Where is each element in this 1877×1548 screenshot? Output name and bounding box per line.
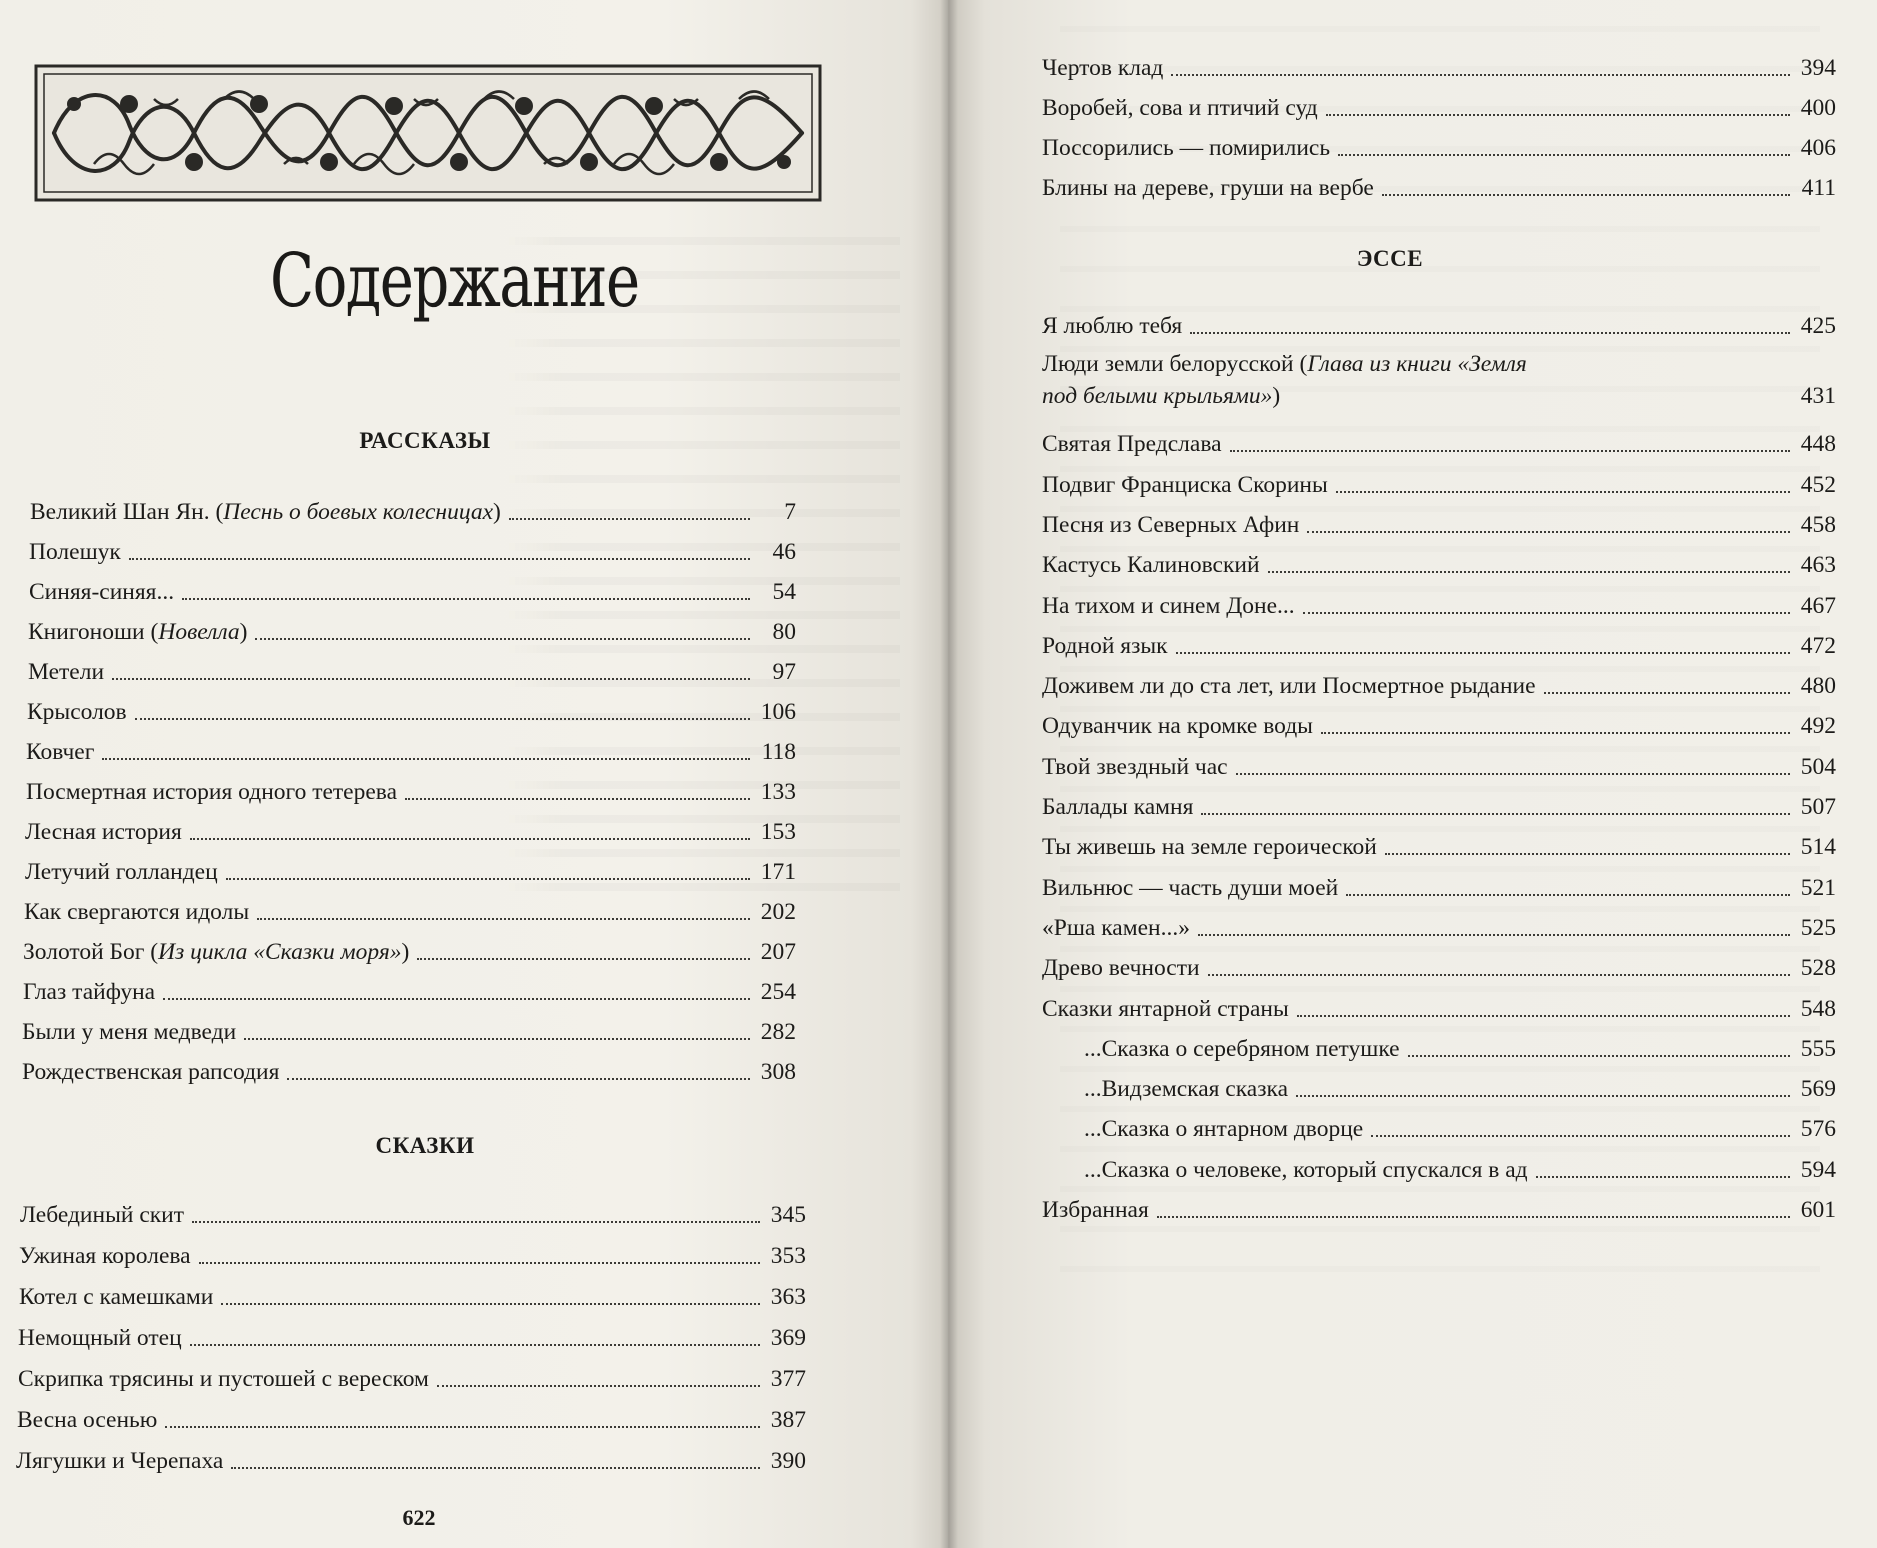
toc-entry-page: 504 — [1800, 753, 1836, 780]
toc-entry-title-text: Родной язык — [1042, 632, 1168, 659]
toc-entry-page: 555 — [1800, 1035, 1836, 1062]
dot-leader — [1371, 1135, 1790, 1137]
dot-leader — [231, 1467, 760, 1469]
dot-leader — [190, 1344, 760, 1346]
toc-entry-title-text: Подвиг Франциска Скорины — [1042, 471, 1328, 498]
toc-entry-title — [1084, 1075, 1288, 1103]
dot-leader — [182, 598, 750, 600]
dot-leader — [405, 798, 750, 800]
toc-entry — [1084, 1031, 1836, 1063]
dot-leader — [1382, 194, 1790, 196]
dot-leader — [1230, 450, 1790, 452]
dot-leader — [1198, 934, 1790, 936]
toc-entry-paren: ) — [239, 619, 248, 645]
dot-leader — [1176, 652, 1790, 654]
dot-leader — [1385, 853, 1790, 855]
toc-entry-paren: ) — [1272, 383, 1281, 410]
toc-entry-title-text: Как свергаются идолы — [24, 899, 250, 925]
toc-entry-title — [29, 538, 121, 566]
toc-entry-title — [1042, 632, 1168, 660]
toc-entry-title — [20, 1201, 184, 1229]
toc-entry — [1042, 708, 1836, 740]
dot-leader — [1268, 571, 1790, 573]
toc-entry — [1042, 467, 1836, 499]
toc-entry-title-text: Одуванчик на кромке воды — [1042, 713, 1313, 740]
toc-entry-title — [28, 618, 247, 646]
dot-leader — [1236, 773, 1790, 775]
toc-entry — [29, 534, 796, 566]
toc-entry-title-text: Лесная история — [25, 819, 182, 845]
toc-entry-title — [1042, 753, 1228, 781]
toc-entry — [1042, 1192, 1836, 1224]
toc-entry-title-text: Ты живешь на земле героической — [1042, 834, 1377, 861]
toc-entry-title-text: Крысолов — [27, 699, 127, 725]
toc-entry-title — [1042, 511, 1299, 539]
dot-leader — [1157, 1216, 1790, 1218]
toc-entry-page: 514 — [1800, 834, 1836, 861]
toc-entry — [1042, 348, 1836, 412]
dot-leader — [1336, 491, 1790, 493]
toc-entry-title — [29, 578, 174, 606]
page-number: 622 — [402, 1505, 436, 1530]
toc-entry-paren: ) — [493, 499, 501, 525]
toc-entry-line — [1042, 380, 1836, 412]
toc-entry-title — [22, 1018, 236, 1046]
toc-entry-title-text: Древо вечности — [1042, 955, 1200, 982]
toc-entry-title-text: Блины на дереве, груши на вербе — [1042, 175, 1374, 201]
toc-entry — [28, 654, 796, 686]
toc-entry-subtitle-cont: под белыми крыльями» — [1042, 383, 1273, 410]
toc-entry-title — [1042, 833, 1377, 861]
section-heading-tales: СКАЗКИ — [375, 1133, 475, 1158]
toc-entry-title — [26, 738, 94, 766]
toc-entry-title — [24, 898, 249, 926]
dot-leader — [1297, 1015, 1790, 1017]
dot-leader — [1171, 74, 1790, 76]
toc-entry-title-text: Лягушки и Черепаха — [16, 1448, 224, 1474]
toc-entry-title — [1042, 94, 1318, 122]
toc-entry — [1042, 628, 1836, 660]
toc-entry-title-text: ...Сказка о серебряном петушке — [1084, 1035, 1400, 1062]
toc-entry-title-text: Чертов клад — [1042, 55, 1164, 81]
toc-entry-page: 353 — [770, 1243, 806, 1269]
toc-entry — [22, 1014, 796, 1046]
toc-entry-page: 80 — [772, 619, 796, 645]
dot-leader — [417, 958, 750, 960]
dot-leader — [1288, 402, 1795, 404]
toc-entry-page: 576 — [1800, 1116, 1836, 1143]
toc-entry-page: 387 — [770, 1407, 806, 1433]
dot-leader — [102, 758, 750, 760]
toc-entry-page: 521 — [1800, 874, 1836, 901]
toc-entry — [1042, 308, 1836, 340]
toc-entry-title-text: Ужиная королева — [19, 1243, 191, 1269]
toc-entry-title-text: Баллады камня — [1042, 794, 1194, 820]
toc-entry-title — [22, 1058, 279, 1086]
toc-entry-title — [1084, 1035, 1400, 1063]
toc-entry-page: 308 — [760, 1059, 796, 1085]
dot-leader — [1208, 974, 1790, 976]
toc-entry-title-text: Святая Предслава — [1042, 431, 1222, 458]
toc-entry-page: 390 — [770, 1448, 806, 1474]
dot-leader — [1321, 732, 1790, 734]
toc-entry-title — [1042, 592, 1295, 620]
toc-entry — [25, 854, 796, 886]
toc-entry — [1042, 426, 1836, 458]
toc-entry-page: 369 — [770, 1325, 806, 1351]
toc-entry-page: 467 — [1800, 592, 1836, 619]
toc-entry-title-text: Летучий голландец — [25, 859, 218, 885]
toc-entry-page: 106 — [760, 699, 796, 725]
dot-leader — [1408, 1055, 1790, 1057]
toc-entry-page: 569 — [1800, 1076, 1836, 1103]
dot-leader — [1201, 813, 1790, 815]
toc-entry-title-text: Ковчег — [26, 739, 95, 765]
dot-leader — [1326, 114, 1790, 116]
toc-entry-title-text: Доживем ли до ста лет, или Посмертное рыдание — [1042, 673, 1536, 700]
toc-entry-page: 452 — [1800, 471, 1836, 498]
toc-entry-title-text: Я люблю тебя — [1042, 313, 1183, 339]
toc-entry — [1042, 547, 1836, 579]
dot-leader — [257, 918, 750, 920]
toc-entry-title-text: Котел с камешками — [19, 1284, 214, 1310]
toc-entry — [1042, 910, 1836, 942]
toc-entry-subtitle: Новелла — [158, 619, 240, 645]
dot-leader — [244, 1038, 750, 1040]
toc-entry — [1084, 1152, 1836, 1184]
toc-entry — [1042, 588, 1836, 620]
toc-entry-page: 480 — [1800, 673, 1836, 700]
toc-entry-title-text: Полешук — [29, 539, 121, 565]
toc-entry-page: 153 — [760, 819, 796, 845]
toc-entry-title-text: Золотой Бог ( — [23, 939, 159, 965]
toc-entry — [28, 614, 796, 646]
toc-entry-title — [28, 658, 104, 686]
toc-entry-title-text: Поссорились — помирились — [1042, 135, 1331, 161]
toc-entry-title-text: Скрипка трясины и пустошей с вереском — [18, 1366, 429, 1392]
toc-entry-page: 118 — [761, 739, 796, 765]
toc-entry-title-text: Избранная — [1042, 1197, 1149, 1223]
toc-entry-title-text: Синяя-синяя... — [29, 579, 175, 605]
toc-entry-title — [19, 1283, 213, 1311]
dot-leader — [190, 838, 750, 840]
toc-entry-page: 207 — [760, 939, 796, 965]
toc-entry-page: 601 — [1800, 1197, 1836, 1223]
toc-entry-title-text: ...Сказка о янтарном дворце — [1084, 1116, 1364, 1143]
toc-entry-title — [17, 1406, 157, 1434]
toc-entry-page: 525 — [1800, 914, 1836, 941]
dot-leader — [135, 718, 750, 720]
toc-entry-title — [1042, 874, 1338, 902]
toc-entry — [24, 894, 796, 926]
toc-entry-title — [23, 978, 155, 1006]
toc-entry-page: 377 — [770, 1366, 806, 1392]
dot-leader — [287, 1078, 750, 1080]
toc-entry-title — [1042, 174, 1374, 202]
dot-leader — [192, 1221, 760, 1223]
toc-entry — [27, 694, 796, 726]
toc-entry-page: 406 — [1800, 135, 1836, 161]
dot-leader — [221, 1303, 760, 1305]
dot-leader — [1307, 531, 1790, 533]
toc-entry-title — [1042, 134, 1330, 162]
toc-entry — [1042, 829, 1836, 861]
toc-entry-title — [1042, 54, 1163, 82]
toc-entry — [29, 574, 796, 606]
toc-entry-title — [1042, 471, 1328, 499]
toc-entry-page: 394 — [1800, 55, 1836, 81]
toc-entry-page: 97 — [772, 659, 796, 685]
toc-entry-title — [1042, 995, 1289, 1023]
toc-entry-page: 171 — [760, 859, 796, 885]
toc-entry-title — [1042, 914, 1190, 942]
toc-entry — [1042, 870, 1836, 902]
toc-entry — [20, 1197, 806, 1229]
toc-entry-page: 202 — [760, 899, 796, 925]
toc-entry-title — [18, 1365, 429, 1393]
toc-entry-title — [25, 818, 182, 846]
toc-entry-title-text: Вильнюс — часть души моей — [1042, 874, 1339, 901]
toc-entry-page: 54 — [772, 579, 796, 605]
toc-entry-title — [16, 1447, 223, 1475]
toc-entry-page: 411 — [1801, 175, 1836, 201]
toc-entry-page: 463 — [1800, 552, 1836, 579]
toc-entry-title-text: Рождественская рапсодия — [22, 1059, 280, 1085]
toc-entry-title-text: Лебединый скит — [20, 1202, 185, 1228]
toc-entry-page: 46 — [772, 539, 796, 565]
toc-entry-paren: ) — [401, 939, 410, 965]
toc-entry-page: 425 — [1800, 313, 1836, 339]
dot-leader — [165, 1426, 760, 1428]
section-heading-stories: РАССКАЗЫ — [359, 428, 491, 453]
toc-entry-title-text: Книгоноши ( — [28, 619, 159, 645]
toc-entry-subtitle: Песнь о боевых колесницах — [223, 499, 494, 525]
toc-entry-page: 594 — [1800, 1156, 1836, 1183]
toc-entry-title — [26, 778, 397, 806]
toc-entry-title-text: Метели — [28, 659, 105, 685]
toc-entry — [1042, 991, 1836, 1023]
toc-entry — [1042, 90, 1836, 122]
dot-leader — [1303, 612, 1790, 614]
toc-entry-page: 133 — [760, 779, 796, 805]
toc-entry-title — [25, 858, 218, 886]
toc-entry-title — [30, 498, 501, 526]
toc-entry — [1042, 50, 1836, 82]
toc-entry-title — [18, 1324, 182, 1352]
toc-entry — [1042, 507, 1836, 539]
toc-entry-page: 431 — [1800, 383, 1836, 410]
toc-entry — [16, 1443, 806, 1475]
toc-entry-page: 448 — [1800, 431, 1836, 458]
toc-entry — [23, 974, 796, 1006]
toc-entry-title — [23, 938, 409, 966]
toc-entry — [26, 734, 796, 766]
toc-entry-page: 492 — [1800, 713, 1836, 740]
toc-entry — [1042, 668, 1836, 700]
toc-entry-title-text: Глаз тайфуна — [23, 979, 156, 1005]
toc-entry-title — [1042, 551, 1260, 579]
dot-leader — [199, 1262, 760, 1264]
toc-entry — [18, 1361, 806, 1393]
toc-entry-title — [1042, 380, 1280, 412]
toc-entry-line — [1042, 348, 1836, 380]
toc-entry — [1084, 1071, 1836, 1103]
ornament-header-icon — [34, 64, 822, 202]
toc-entry-page: 458 — [1800, 511, 1836, 538]
toc-entry — [1042, 130, 1836, 162]
book-gutter — [940, 0, 958, 1548]
dot-leader — [226, 878, 750, 880]
toc-entry — [1042, 789, 1836, 821]
toc-entry — [23, 934, 796, 966]
dot-leader — [1338, 154, 1790, 156]
toc-entry — [1042, 170, 1836, 202]
dot-leader — [129, 558, 750, 560]
toc-entry-subtitle: Из цикла «Сказки моря» — [158, 939, 402, 965]
toc-entry — [18, 1320, 806, 1352]
toc-entry — [1042, 950, 1836, 982]
toc-entry-title-text: ...Видземская сказка — [1084, 1076, 1289, 1103]
toc-entry-page: 363 — [770, 1284, 806, 1310]
toc-entry-page: 472 — [1800, 632, 1836, 659]
toc-entry-title — [1042, 672, 1536, 700]
toc-entry-title-text: На тихом и синем Доне... — [1042, 592, 1295, 619]
toc-entry-title-text: Посмертная история одного тетерева — [26, 779, 397, 805]
toc-entry-page: 345 — [770, 1202, 806, 1228]
toc-entry-page: 400 — [1800, 95, 1836, 121]
toc-entry-title-text: Твой звездный час — [1042, 753, 1228, 780]
page-title: Содержание — [270, 238, 639, 324]
section-heading-essays: ЭССЕ — [1356, 246, 1424, 271]
dot-leader — [163, 998, 750, 1000]
toc-entry-title-text: ...Сказка о человеке, который спускался в ад — [1084, 1156, 1528, 1183]
toc-entry-subtitle: Глава из книги «Земля — [1307, 351, 1527, 378]
toc-entry-title-text: Песня из Северных Афин — [1042, 511, 1300, 538]
toc-entry-title-text: Сказки янтарной страны — [1042, 995, 1289, 1022]
dot-leader — [1346, 894, 1790, 896]
toc-entry-title — [1042, 712, 1313, 740]
toc-entry-title — [1042, 954, 1200, 982]
toc-entry-title-text: Были у меня медведи — [22, 1019, 237, 1045]
toc-entry-title — [1084, 1115, 1363, 1143]
toc-entry-page: 7 — [784, 499, 796, 525]
dot-leader — [1536, 1176, 1790, 1178]
toc-entry — [1084, 1111, 1836, 1143]
toc-entry-title — [1042, 793, 1193, 821]
toc-entry-title — [1042, 1196, 1149, 1224]
toc-entry-title — [1042, 312, 1182, 340]
dot-leader — [1544, 692, 1790, 694]
dot-leader — [255, 638, 750, 640]
toc-entry — [26, 774, 796, 806]
toc-entry-page: 282 — [760, 1019, 796, 1045]
dot-leader — [509, 518, 750, 520]
toc-entry — [30, 494, 796, 526]
toc-entry-title-text: «Рша камен...» — [1042, 914, 1190, 941]
dot-leader — [112, 678, 750, 680]
toc-entry-page: 507 — [1800, 794, 1836, 820]
toc-entry — [19, 1238, 806, 1270]
toc-entry-title-text: Великий Шан Ян. ( — [30, 499, 224, 525]
toc-entry-title — [19, 1242, 191, 1270]
toc-entry — [25, 814, 796, 846]
toc-entry-title-text: Весна осенью — [17, 1407, 158, 1433]
dot-leader — [1190, 332, 1790, 334]
toc-entry-title — [1042, 430, 1222, 458]
toc-entry-title-text: Немощный отец — [18, 1325, 182, 1351]
toc-entry — [22, 1054, 796, 1086]
toc-entry-page: 548 — [1800, 995, 1836, 1022]
toc-entry-page: 528 — [1800, 955, 1836, 982]
toc-entry-title-text: Кастусь Калиновский — [1042, 552, 1260, 579]
toc-entry-title — [27, 698, 127, 726]
toc-entry-title — [1084, 1156, 1528, 1184]
toc-entry-title-text: Воробей, сова и птичий суд — [1042, 95, 1318, 121]
toc-entry — [17, 1402, 806, 1434]
toc-entry — [19, 1279, 806, 1311]
toc-entry — [1042, 749, 1836, 781]
toc-entry-title-text: Люди земли белорусской ( — [1042, 351, 1308, 378]
dot-leader — [1296, 1095, 1790, 1097]
toc-entry-page: 254 — [760, 979, 796, 1005]
dot-leader — [437, 1385, 760, 1387]
